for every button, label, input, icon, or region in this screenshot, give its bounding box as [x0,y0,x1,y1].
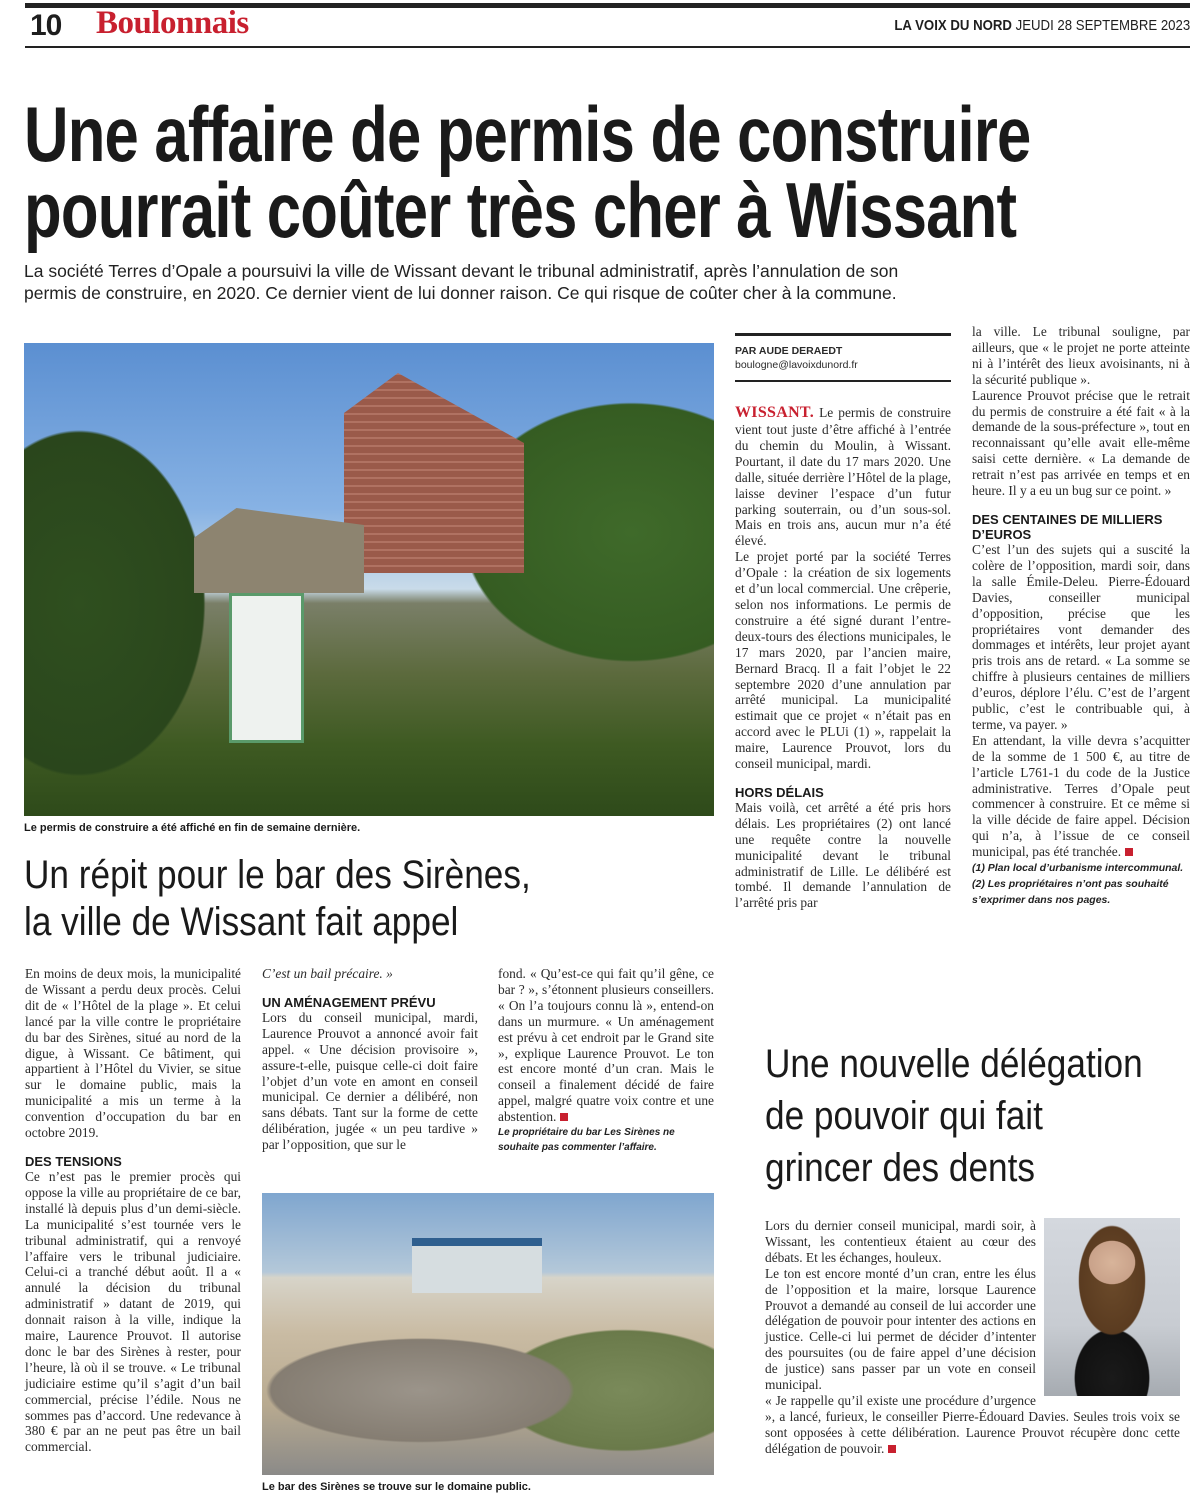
building-photo [24,343,714,816]
article-column [972,324,1190,908]
paragraph-text: En attendant, la ville devra s’acquitter de la somme de 1 500 €, au titre de l’article L761-1 du code de la Justice administrative. Terres d’Opale peut commencer à construire. Et ce même si la ville décide de faire appel. Décision qui n’a, à l’issue de ce conseil municipal, pas été tranchée. [972,732,1190,860]
article-lead: La société Terres d’Opale a poursuivi la ville de Wissant devant le tribunal administratif, après l’annulation de son permis de construire, en 2020. Ce dernier vient de lui donner raison. Ce qui risque de coûter cher à la commune. [24,261,899,303]
dateline: WISSANT. [735,404,815,421]
paragraph [765,1393,1180,1457]
photo-caption: Le bar des Sirènes se trouve sur le domaine public. [262,1481,531,1493]
brick-building [344,373,524,573]
headline-line: Un répit pour le bar des Sirènes, [24,853,531,897]
article-column [498,966,714,1155]
issue-date: JEUDI 28 SEPTEMBRE 2023 [1015,17,1190,34]
beach-bar-photo [262,1193,714,1475]
footnote: (2) Les propriétaires n’ont pas souhaité s’exprimer dans nos pages. [972,878,1169,907]
paragraph: Laurence Prouvot précise que le retrait du permis de construire a été fait « à la demande de la sous-préfecture », tout en reconnaissant qu’elle avait elle-même saisi cette dernière. « La demande de retrait n’est pas arrivée en temps et en heure. Il y a eu un bug sur ce point. » [972,387,1190,499]
sirenes-headline [24,852,531,946]
paragraph-text: « Je rappelle qu’il existe une procédure d’urgence », a lancé, furieux, le conseiller Pierre-Édouard Davies. Seules trois voix se sont opposées à cette délibération. Laurence Prouvot récupère donc cette délégation de pouvoir. [765,1392,1180,1456]
byline: PAR AUDE DERAEDT [735,345,843,357]
paragraph: Lors du conseil municipal, mardi, Laurence Prouvot a annoncé avoir fait appel. « Une décision provisoire », assure-t-elle, puisque celle-ci doit faire l’objet d’un vote en amont en conseil municipal. Ce dernier a délibéré, non sans débats. Tant sur la forme de cette délibération, jugée « un peu tardive » par l’opposition, que sur le [262,1009,478,1153]
headline-line: pourrait coûter très cher à Wissant [24,166,1017,254]
article-column [735,333,951,911]
paragraph: Lors du dernier conseil municipal, mardi soir, à Wissant, les contentieux étaient au cœur des débats. Et les échanges, houleux. [765,1218,1036,1265]
headline-line: Une affaire de permis de construire [24,90,1031,178]
subheading: UN AMÉNAGEMENT PRÉVU [262,994,436,1010]
newspaper-name: LA VOIX DU NORD [894,17,1012,34]
bar-building [412,1238,542,1293]
paragraph: C’est un bail précaire. » [262,966,393,981]
article-column [262,966,478,1153]
paragraph: Le projet porté par la société Terres d’Opale : la création de six logements et d’un local commercial. Une crêperie, selon nos informations. Le permis de construire a été signé durant l’entre-deux-tours des élections municipales, le 17 mars 2020, par l’ancien maire, Bernard Bracq. Il a fait l’objet le 22 septembre 2020 d’une annulation par arrêté municipal. La municipalité estimait que ce projet « n’était pas en accord avec le PLUi (1) », rappelait la maire, Laurence Prouvot, lors du conseil municipal, mardi. [735,549,951,772]
section-title: Boulonnais [96,5,249,41]
editor-note: Le propriétaire du bar Les Sirènes ne souhaite pas commenter l’affaire. [498,1127,675,1154]
article-column [25,966,241,1455]
footnote: (1) Plan local d’urbanisme intercommunal. [972,862,1184,875]
paragraph [498,966,714,1125]
main-headline [24,90,1031,254]
paragraph: Le ton est encore monté d’un cran, entre les élus de l’opposition et la maire, lorsque Laurence Prouvot a demandé au conseil de lui accorder une délégation de pouvoir pour intenter des actions en justice. Celle-ci lui permet de décider d’intenter des poursuites (ou de faire appel d’une décision de justice) sans passer par un vote en conseil municipal. [765,1265,1036,1393]
author-email[interactable]: boulogne@lavoixdunord.fr [735,359,858,371]
photo-caption: Le permis de construire a été affiché en fin de semaine dernière. [24,822,361,834]
paragraph-text: Le permis de construire vient tout juste d’être affiché à l’entrée du chemin du Moulin, à Wissant. Pourtant, il date du 17 mars 2020. Une dalle, située derrière l’Hôtel de la plage, laisse deviner l’espace d’un futur parking souterrain, ou d’un sous-sol. Mais en trois ans, aucun mur n’a été élevé. [735,405,951,549]
end-mark-icon [1125,848,1133,856]
paragraph: la ville. Le tribunal souligne, par ailleurs, que « le projet ne porte atteinte ni à l’intérêt des lieux avoisinants, ni à la sécurité publique ». [972,324,1190,387]
headline-line: la ville de Wissant fait appel [24,900,459,944]
paragraph [735,404,951,549]
permit-panel [229,593,304,743]
headline-line: grincer des dents [765,1146,1036,1190]
byline-rule [735,380,951,382]
delegation-headline [765,1038,1143,1194]
page-number: 10 [30,9,62,42]
paragraph: C’est l’un des sujets qui a suscité la colère de l’opposition, mardi soir, dans la salle Émile-Deleu. Pierre-Édouard Davies, conseiller municipal d’opposition, précise que les propriétaires vont demander des dommages et intérêts, leur projet ayant pris trois ans de retard. « La somme se chiffre à plusieurs centaines de milliers d’euros, déplore l’élu. C’est de l’argent public, c’est le contribuable qui, à terme, va payer. » [972,541,1190,732]
paragraph: Ce n’est pas le premier procès qui oppose la ville au propriétaire de ce bar, installé là depuis plus d’un demi-siècle. La municipalité s’est tournée vers le tribunal administratif, qui a renvoyé l’affaire vers le tribunal judiciaire. Celui-ci a tranché début août. Il a « annulé la décision du tribunal administratif » datant de 2019, qui donnait raison à la ville, indique la maire, Laurence Prouvot. Il autorise donc le bar des Sirènes à rester, pour l’heure, là où il se trouve. « Le tribunal judiciaire estime qu’il s’agit d’un bail commercial, précise l’édile. Nous ne sommes pas d’accord. Une redevance à 380 € par an ne peut pas être un bail commercial. [25,1168,241,1455]
header-rule-bottom [25,46,1190,48]
article-column [765,1218,1180,1457]
end-mark-icon [888,1445,896,1453]
paragraph-text: fond. « Qu’est-ce qui fait qu’il gêne, ce bar ? », s’étonnent plusieurs conseillers. « On l’a toujours connu là », entend-on dans un murmure. « Un aménagement est prévu à cet endroit par le Grand site », explique Laurence Prouvot. Le ton est encore monté d’un cran. Mais le conseil a finalement décidé de faire appel, malgré quatre voix contre et une abstention. [498,966,714,1125]
subheading: HORS DÉLAIS [735,784,824,800]
paragraph [972,733,1190,860]
paragraph: En moins de deux mois, la municipalité de Wissant a perdu deux procès. Celui dit de « l’Hôtel de la plage ». Et celui lancé par la ville contre le propriétaire du bar des Sirènes, situé au nord de la digue, à Wissant. Ce bâtiment, qui appartient à l’Hôtel du Vivier, se situe sur le domaine public, mais la municipalité a mis un terme à la convention d’occupation du bar en octobre 2019. [25,966,241,1141]
end-mark-icon [560,1113,568,1121]
mill-building [194,508,364,593]
headline-line: de pouvoir qui fait [765,1094,1043,1138]
subheading: DES CENTAINES DE MILLIERS D’EUROS [972,511,1163,542]
mayor-portrait-photo [1044,1218,1180,1396]
byline-rule [735,333,951,336]
headline-line: Une nouvelle délégation [765,1042,1143,1086]
masthead [894,17,1190,34]
subheading: DES TENSIONS [25,1153,122,1169]
paragraph: Mais voilà, cet arrêté a été pris hors délais. Les propriétaires (2) ont lancé une requête contre la nouvelle municipalité devant le tribunal administratif de Lille. Le délibéré est tombé. Il demande l’annulation de l’arrêté pris par [735,799,951,911]
